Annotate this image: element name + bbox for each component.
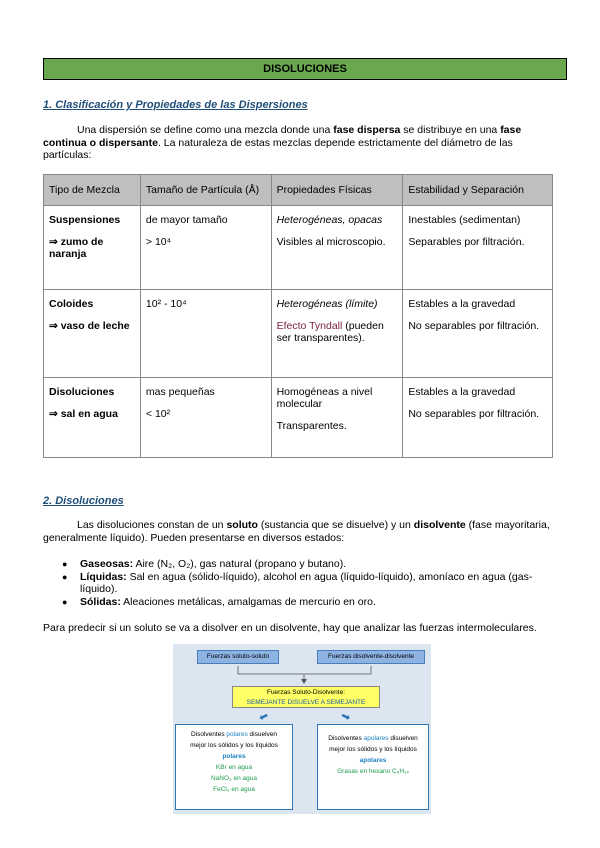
dispersion-intro: Una dispersión se define como una mezcla donde una fase dispersa se distribuye en una fase continua o dispersante. La naturaleza de estas mezclas depende estrictamente del diámetro de las partículas: (43, 124, 522, 161)
apolar-solvents-card: Disolventes apolares disuelven mejor los sólidos y los líquidos apolares Grasas en hexano C₆H₁₄ (317, 724, 429, 810)
table-row (44, 206, 553, 290)
dispersion-table (43, 174, 553, 458)
table-header-row (44, 175, 553, 206)
mix-type-cell: Coloides ⇒ vaso de leche (44, 290, 141, 378)
solubility-diagram (173, 644, 431, 814)
particle-size-cell: mas pequeñas < 10² (140, 378, 271, 458)
closing-sentence: Para predecir si un soluto se va a disolver en un disolvente, hay que analizar las fuerzas intermoleculares. (43, 622, 537, 634)
polar-solvents-card: Disolventes polares disuelven mejor los sólidos y los líquidos polares KBr en agua NaNO₃ en agua FeCl₃ en agua (175, 724, 293, 810)
list-item: ● Gaseosas: Aire (N₂, O₂), gas natural (propano y butano). (62, 558, 562, 571)
physical-props-cell: Heterogéneas, opacas Visibles al microscopio. (271, 206, 403, 290)
mix-type-cell: Suspensiones ⇒ zumo de naranja (44, 206, 141, 290)
list-item: ● Sólidas: Aleaciones metálicas, amalgamas de mercurio en oro. (62, 596, 562, 609)
solvent-solvent-box: Fuerzas disolvente-disolvente (317, 650, 425, 664)
column-header: Propiedades Físicas (271, 175, 403, 206)
disoluciones-intro: Las disoluciones constan de un soluto (sustancia que se disuelve) y un disolvente (fase mayoritaria, generalmente líquido). Pueden presentarse en diversos estados: (43, 519, 550, 544)
list-item: ● Líquidas: Sal en agua (sólido-líquido), alcohol en agua (líquido-líquido), amoníaco en agua (gas-líquido). (62, 571, 562, 596)
particle-size-cell: 10² - 10⁴ (140, 290, 271, 378)
physical-props-cell: Heterogéneas (límite) Efecto Tyndall (pueden ser transparentes). (271, 290, 403, 378)
page-title: DISOLUCIONES (43, 58, 567, 80)
column-header: Tamaño de Partícula (Å) (140, 175, 271, 206)
stability-cell: Inestables (sedimentan) Separables por filtración. (403, 206, 553, 290)
table-row (44, 290, 553, 378)
stability-cell: Estables a la gravedad No separables por filtración. (403, 290, 553, 378)
arrow-down-left-icon: ⬋ (257, 709, 270, 725)
mix-type-cell: Disoluciones ⇒ sal en agua (44, 378, 141, 458)
states-list (62, 558, 562, 608)
table-row (44, 378, 553, 458)
section-heading-disoluciones: 2. Disoluciones (43, 495, 124, 507)
column-header: Estabilidad y Separación (403, 175, 553, 206)
physical-props-cell: Homogéneas a nivel molecular Transparentes. (271, 378, 403, 458)
solute-solute-box: Fuerzas soluto-soluto (197, 650, 279, 664)
stability-cell: Estables a la gravedad No separables por filtración. (403, 378, 553, 458)
particle-size-cell: de mayor tamaño > 10⁴ (140, 206, 271, 290)
arrow-down-right-icon: ⬊ (339, 709, 353, 725)
like-dissolves-like-box: Fuerzas Soluto-Disolvente: SEMEJANTE DISUELVE A SEMEJANTE (232, 686, 380, 708)
section-heading-dispersiones: 1. Clasificación y Propiedades de las Dispersiones (43, 99, 308, 111)
column-header: Tipo de Mezcla (44, 175, 141, 206)
